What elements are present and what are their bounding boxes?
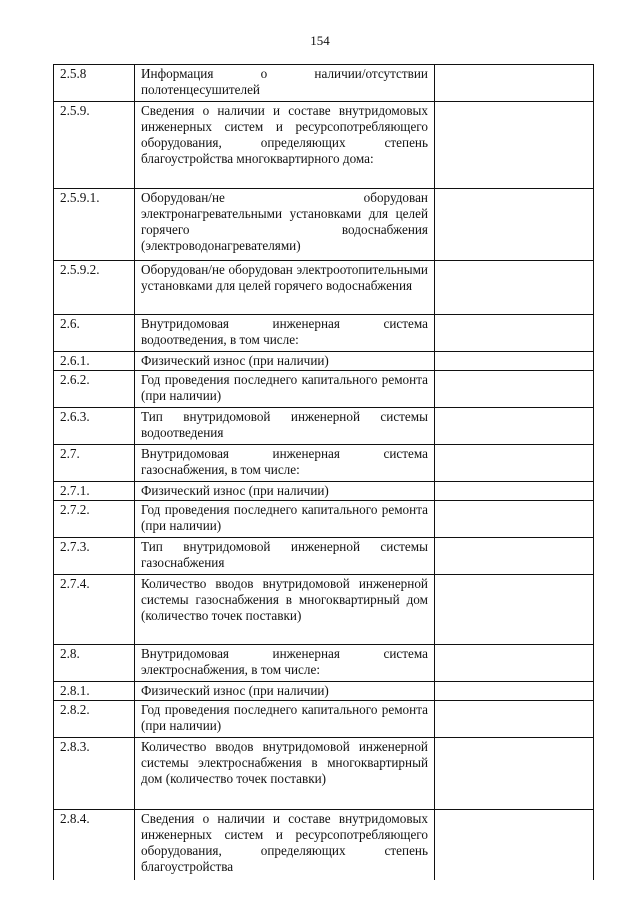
value-cell <box>435 575 594 645</box>
characteristics-table <box>53 64 594 880</box>
table-row <box>54 315 594 352</box>
table-row <box>54 682 594 701</box>
row-text: Тип внутридомовой инженерной системы водоотведения <box>135 408 435 445</box>
value-cell <box>435 65 594 102</box>
row-number: 2.6.3. <box>54 408 135 445</box>
value-cell <box>435 102 594 189</box>
value-cell <box>435 261 594 315</box>
table-row <box>54 102 594 189</box>
row-text: Физический износ (при наличии) <box>135 482 435 501</box>
row-number: 2.6.2. <box>54 371 135 408</box>
row-text: Физический износ (при наличии) <box>135 352 435 371</box>
table-row <box>54 371 594 408</box>
row-number: 2.6.1. <box>54 352 135 371</box>
table-row <box>54 482 594 501</box>
row-text: Год проведения последнего капитального ремонта (при наличии) <box>135 501 435 538</box>
row-text: Внутридомовая инженерная система газоснабжения, в том числе: <box>135 445 435 482</box>
value-cell <box>435 315 594 352</box>
row-text: Год проведения последнего капитального ремонта (при наличии) <box>135 701 435 738</box>
row-number: 2.8.4. <box>54 810 135 880</box>
table-row <box>54 538 594 575</box>
row-text: Количество вводов внутридомовой инженерной системы газоснабжения в многоквартирный дом (количество точек поставки) <box>135 575 435 645</box>
row-number: 2.5.9.1. <box>54 189 135 261</box>
value-cell <box>435 538 594 575</box>
value-cell <box>435 501 594 538</box>
value-cell <box>435 445 594 482</box>
row-text: Оборудован/не оборудован электроотопительными установками для целей горячего водоснабжения <box>135 261 435 315</box>
table-row <box>54 575 594 645</box>
table-row <box>54 65 594 102</box>
row-text: Сведения о наличии и составе внутридомовых инженерных систем и ресурсопотребляющего оборудования, определяющих степень благоустройства <box>135 810 435 880</box>
row-text: Информация о наличии/отсутствии полотенцесушителей <box>135 65 435 102</box>
value-cell <box>435 682 594 701</box>
row-text: Сведения о наличии и составе внутридомовых инженерных систем и ресурсопотребляющего оборудования, определяющих степень благоустройства многоквартирного дома: <box>135 102 435 189</box>
row-number: 2.6. <box>54 315 135 352</box>
row-text: Внутридомовая инженерная система электроснабжения, в том числе: <box>135 645 435 682</box>
value-cell <box>435 645 594 682</box>
table-row <box>54 352 594 371</box>
row-number: 2.5.8 <box>54 65 135 102</box>
row-text: Тип внутридомовой инженерной системы газоснабжения <box>135 538 435 575</box>
table-row <box>54 445 594 482</box>
value-cell <box>435 408 594 445</box>
row-text: Год проведения последнего капитального ремонта (при наличии) <box>135 371 435 408</box>
value-cell <box>435 189 594 261</box>
row-number: 2.8. <box>54 645 135 682</box>
table-row <box>54 738 594 810</box>
row-number: 2.5.9. <box>54 102 135 189</box>
row-number: 2.7.3. <box>54 538 135 575</box>
value-cell <box>435 701 594 738</box>
row-text: Внутридомовая инженерная система водоотведения, в том числе: <box>135 315 435 352</box>
value-cell <box>435 482 594 501</box>
row-number: 2.7.1. <box>54 482 135 501</box>
table-row <box>54 501 594 538</box>
value-cell <box>435 738 594 810</box>
row-number: 2.5.9.2. <box>54 261 135 315</box>
row-text: Количество вводов внутридомовой инженерной системы электроснабжения в многоквартирный дом (количество точек поставки) <box>135 738 435 810</box>
row-text: Оборудован/не оборудован электронагревательными установками для целей горячего водоснабжения (электроводонагревателями) <box>135 189 435 261</box>
row-number: 2.8.1. <box>54 682 135 701</box>
table-row <box>54 189 594 261</box>
row-number: 2.7.2. <box>54 501 135 538</box>
row-number: 2.7. <box>54 445 135 482</box>
row-number: 2.7.4. <box>54 575 135 645</box>
page-number: 154 <box>310 33 330 48</box>
table-row <box>54 408 594 445</box>
value-cell <box>435 371 594 408</box>
table-row <box>54 701 594 738</box>
table-row <box>54 810 594 880</box>
value-cell <box>435 352 594 371</box>
row-text: Физический износ (при наличии) <box>135 682 435 701</box>
row-number: 2.8.2. <box>54 701 135 738</box>
row-number: 2.8.3. <box>54 738 135 810</box>
value-cell <box>435 810 594 880</box>
table-row <box>54 261 594 315</box>
table-row <box>54 645 594 682</box>
